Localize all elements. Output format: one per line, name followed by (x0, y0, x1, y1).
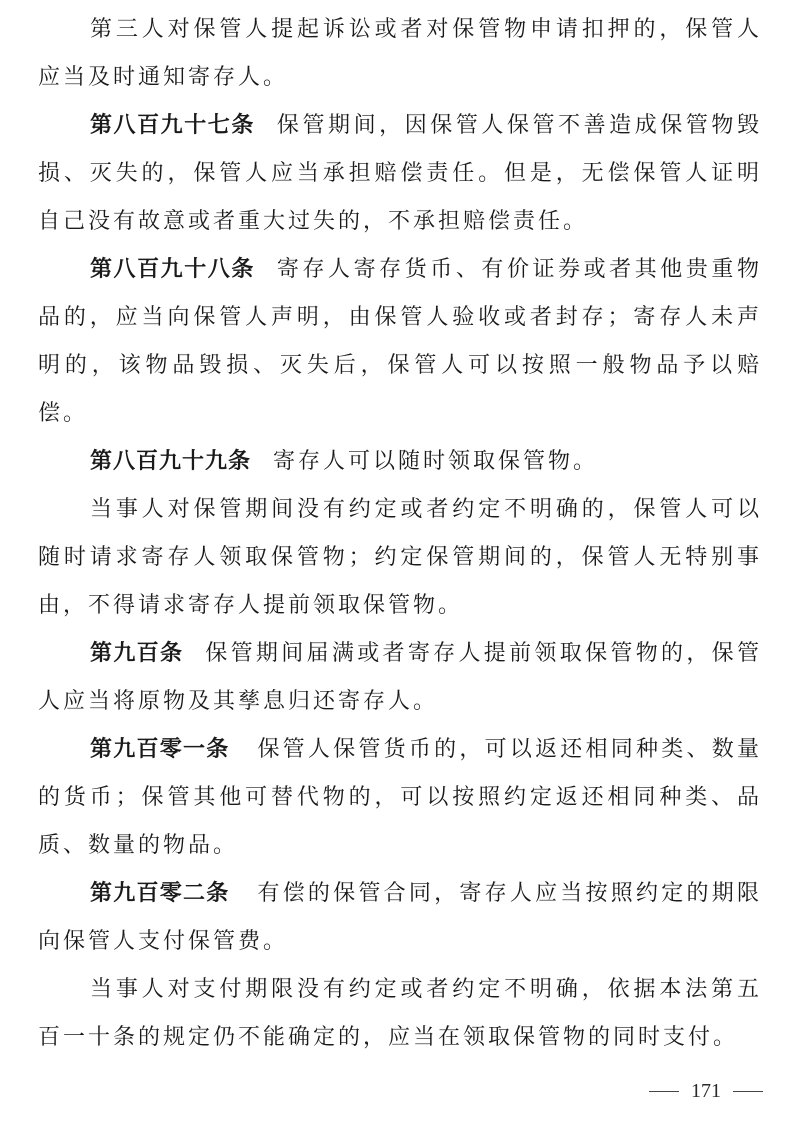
page-number: 171 (691, 1080, 721, 1102)
article-number: 第八百九十九条 (90, 449, 252, 474)
article-text: 寄存人可以随时领取保管物。 (273, 449, 599, 474)
article-number: 第九百零一条 (90, 737, 230, 762)
article-paragraph (38, 870, 762, 966)
article-number: 第九百条 (90, 641, 184, 666)
article-text: 保管期间，因保管人保管不善造成保管物毁损、灭失的，保管人应当承担赔偿责任。但是，无偿保管人证明自己没有故意或者重大过失的，不承担赔偿责任。 (38, 113, 762, 234)
page-footer (649, 1080, 763, 1103)
article-text: 保管人保管货币的，可以返还相同种类、数量的货币；保管其他可替代物的，可以按照约定返还相同种类、品质、数量的物品。 (38, 737, 762, 858)
article-paragraph (38, 726, 762, 870)
article-text: 寄存人寄存货币、有价证券或者其他贵重物品的，应当向保管人声明，由保管人验收或者封存；寄存人未声明的，该物品毁损、灭失后，保管人可以按照一般物品予以赔偿。 (38, 257, 762, 426)
article-number: 第九百零二条 (90, 881, 230, 906)
paragraph (38, 6, 762, 102)
footer-dash-right (733, 1091, 763, 1092)
paragraph-text: 当事人对保管期间没有约定或者约定不明确的，保管人可以随时请求寄存人领取保管物；约定保管期间的，保管人无特别事由，不得请求寄存人提前领取保管物。 (38, 497, 762, 618)
article-number: 第八百九十七条 (90, 113, 255, 138)
article-paragraph (38, 630, 762, 726)
paragraph-text: 第三人对保管人提起诉讼或者对保管物申请扣押的，保管人应当及时通知寄存人。 (38, 17, 762, 90)
document-body (38, 6, 762, 1062)
article-paragraph (38, 246, 762, 438)
paragraph (38, 966, 762, 1062)
article-number: 第八百九十八条 (90, 257, 255, 282)
article-text: 有偿的保管合同，寄存人应当按照约定的期限向保管人支付保管费。 (38, 881, 762, 954)
paragraph (38, 486, 762, 630)
article-paragraph (38, 438, 762, 486)
paragraph-text: 当事人对支付期限没有约定或者约定不明确，依据本法第五百一十条的规定仍不能确定的，应当在领取保管物的同时支付。 (38, 977, 762, 1050)
article-text: 保管期间届满或者寄存人提前领取保管物的，保管人应当将原物及其孳息归还寄存人。 (38, 641, 762, 714)
footer-dash-left (649, 1091, 679, 1092)
article-paragraph (38, 102, 762, 246)
